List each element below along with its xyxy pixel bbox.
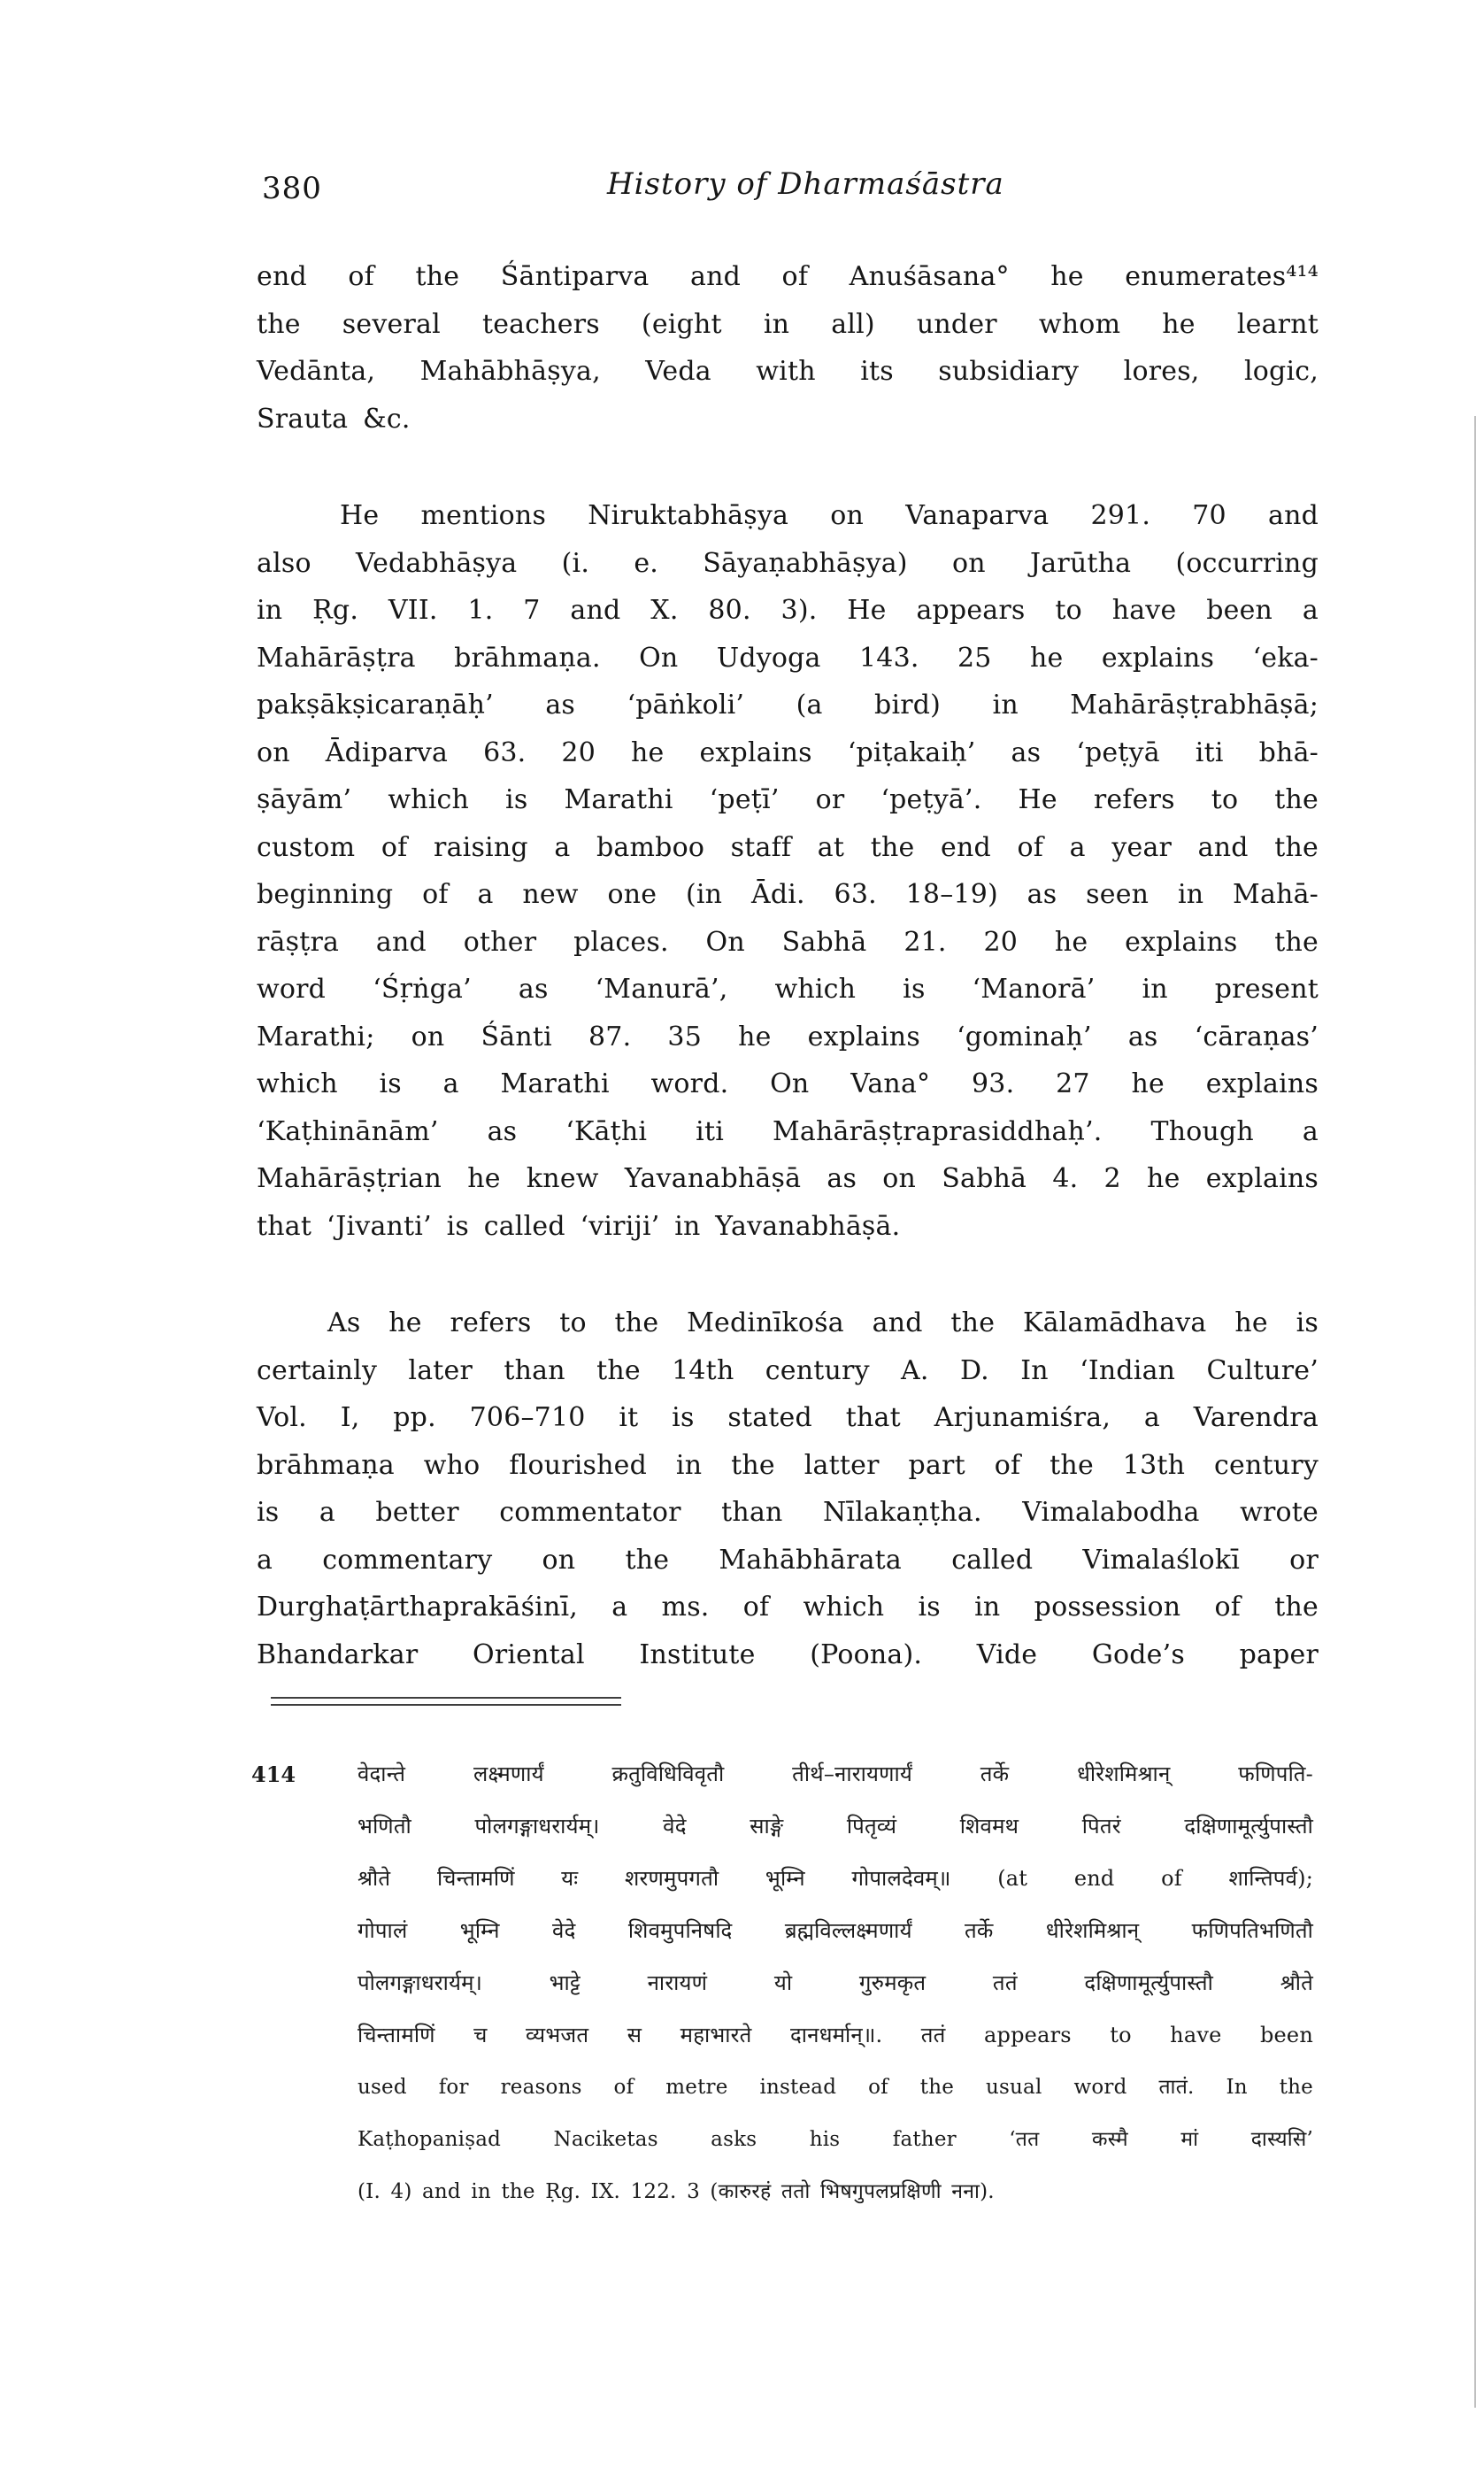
text-line: ‘Kaṭhinānām’ as ‘Kāṭhi iti Mahārāṣṭraprasiddhaḥ’. Though a bbox=[257, 1115, 1319, 1147]
text-line: pakṣākṣicaraṇāḥ’ as ‘pāṅkoli’ (a bird) in Mahārāṣṭrabhāṣā; bbox=[257, 690, 1319, 721]
page-edge-line bbox=[1474, 416, 1476, 2408]
text-line: Vol. I, pp. 706–710 it is stated that Arjunamiśra, a Varendra bbox=[257, 1402, 1319, 1433]
running-title: History of Dharmaśāstra bbox=[607, 166, 1004, 202]
footnote-line: भणितौ पोलगङ्गाधरार्यम्। वेदे साङ्गे पितृव्यं शिवमथ पितरं दक्षिणामूर्त्युपास्तौ bbox=[358, 1814, 1313, 1839]
footnote-414 bbox=[248, 1748, 1319, 2218]
text-line: rāṣṭra and other places. On Sabhā 21. 20 he explains the bbox=[257, 926, 1319, 958]
text-line: brāhmaṇa who flourished in the latter part of the 13th century bbox=[257, 1449, 1319, 1481]
footnote-line: पोलगङ्गाधरार्यम्। भाट्टे नारायणं यो गुरुमकृत ततं दक्षिणामूर्त्युपास्तौ श्रौते bbox=[358, 1970, 1313, 1995]
text-line: custom of raising a bamboo staff at the end of a year and the bbox=[257, 831, 1319, 863]
page-number: 380 bbox=[262, 171, 322, 206]
text-line: on Ādiparva 63. 20 he explains ‘piṭakaiḥ’ as ‘peṭyā iti bhā- bbox=[257, 736, 1319, 768]
text-line: As he refers to the Medinīkośa and the Kālamādhava he is bbox=[327, 1307, 1319, 1338]
text-line: Marathi; on Śānti 87. 35 he explains ‘gominaḥ’ as ‘cāraṇas’ bbox=[257, 1021, 1319, 1052]
paragraph-3 bbox=[257, 1299, 1319, 1678]
text-line: Srauta &c. bbox=[257, 403, 411, 435]
text-line: beginning of a new one (in Ādi. 63. 18–19) as seen in Mahā- bbox=[257, 879, 1319, 910]
footnote-separator bbox=[271, 1697, 621, 1706]
footnote-line: (I. 4) and in the Ṛg. IX. 122. 3 (कारुरहं ततो भिषगुपलप्रक्षिणी नना). bbox=[358, 2180, 995, 2203]
text-line: Bhandarkar Oriental Institute (Poona). Vide Gode’s paper bbox=[257, 1638, 1319, 1670]
text-line: the several teachers (eight in all) under whom he learnt bbox=[257, 308, 1319, 340]
text-line: ṣāyām’ which is Marathi ‘peṭī’ or ‘peṭyā’. He refers to the bbox=[257, 784, 1319, 815]
footnote-line: Kaṭhopaniṣad Naciketas asks his father ‘तत कस्मै मां दास्यसि’ bbox=[358, 2128, 1313, 2151]
footnote-line: used for reasons of metre instead of the usual word तातं. In the bbox=[358, 2076, 1313, 2099]
text-line: Vedānta, Mahābhāṣya, Veda with its subsidiary lores, logic, bbox=[257, 356, 1319, 387]
footnote-number: 414 bbox=[251, 1762, 296, 1787]
text-line: also Vedabhāṣya (i. e. Sāyaṇabhāṣya) on Jarūtha (occurring bbox=[257, 547, 1319, 579]
paragraph-1 bbox=[257, 253, 1319, 443]
footnote-line: वेदान्ते लक्ष्मणार्यं क्रतुविधिविवृतौ तीर्थ–नारायणार्यं तर्के धीरेशमिश्रान् फणिपति- bbox=[358, 1762, 1313, 1786]
main-text bbox=[257, 253, 1319, 1728]
text-line: Durghaṭārthaprakāśinī, a ms. of which is in possession of the bbox=[257, 1592, 1319, 1623]
text-line: is a better commentator than Nīlakaṇṭha. Vimalabodha wrote bbox=[257, 1497, 1319, 1528]
paragraph-2 bbox=[257, 492, 1319, 1250]
text-line: that ‘Jivanti’ is called ‘viriji’ in Yavanabhāṣā. bbox=[257, 1210, 901, 1242]
footnote-row bbox=[248, 1748, 1319, 2218]
footnote-line: गोपालं भूम्नि वेदे शिवमुपनिषदि ब्रह्मविल्लक्ष्मणार्यं तर्के धीरेशमिश्रान् फणिपतिभणितौ bbox=[358, 1918, 1313, 1943]
text-line: a commentary on the Mahābhārata called Vimalaślokī or bbox=[257, 1544, 1319, 1576]
footnote-line: चिन्तामणिं च व्यभजत स महाभारते दानधर्मान्॥. ततं appears to have been bbox=[358, 2023, 1313, 2047]
text-line: word ‘Śṛṅga’ as ‘Manurā’, which is ‘Manorā’ in present bbox=[257, 974, 1319, 1005]
text-line: end of the Śāntiparva and of Anuśāsana° he enumerates⁴¹⁴ bbox=[257, 261, 1319, 292]
text-line: Mahārāṣṭra brāhmaṇa. On Udyoga 143. 25 he explains ‘eka- bbox=[257, 642, 1319, 674]
footnote-text bbox=[358, 1748, 1313, 2218]
text-line: He mentions Niruktabhāṣya on Vanaparva 291. 70 and bbox=[340, 500, 1319, 531]
footnote-line: श्रौते चिन्तामणिं यः शरणमुपगतौ भूम्नि गोपालदेवम्॥ (at end of शान्तिपर्व); bbox=[358, 1866, 1313, 1891]
text-line: Mahārāṣṭrian he knew Yavanabhāṣā as on Sabhā 4. 2 he explains bbox=[257, 1163, 1319, 1194]
page-header bbox=[262, 161, 1315, 216]
text-line: in Ṛg. VII. 1. 7 and X. 80. 3). He appears to have been a bbox=[257, 595, 1319, 626]
text-line: certainly later than the 14th century A. D. In ‘Indian Culture’ bbox=[257, 1354, 1319, 1386]
text-line: which is a Marathi word. On Vana° 93. 27 he explains bbox=[257, 1068, 1319, 1099]
